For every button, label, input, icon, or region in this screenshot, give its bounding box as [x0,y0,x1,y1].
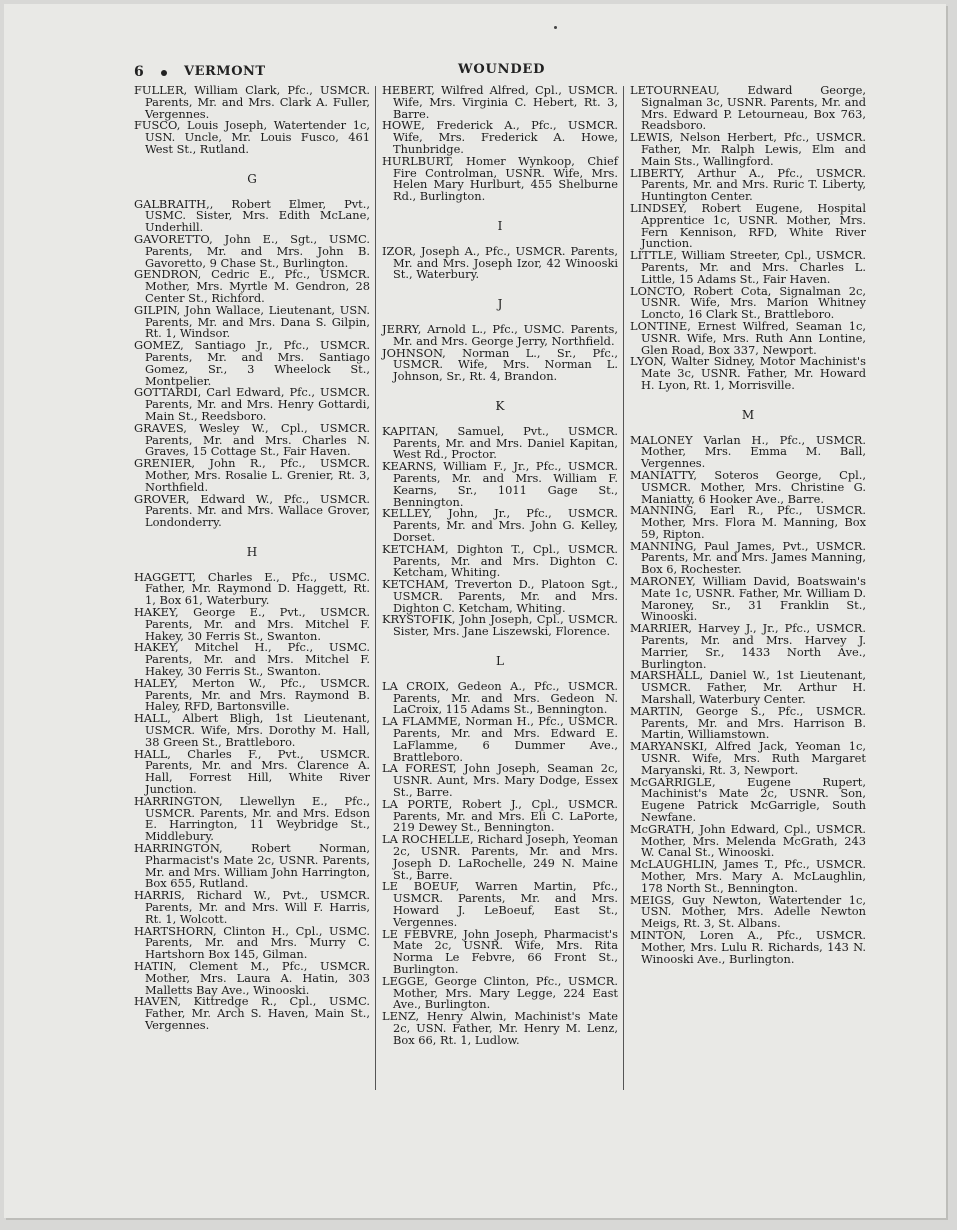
casualty-entry: McLAUGHLIN, James T., Pfc., USMCR. Mother, Mrs. Mary A. McLaughlin, 178 North St., Bennington. [630,857,866,895]
casualty-entry: HAKEY, George E., Pvt., USMCR. Parents, Mr. and Mrs. Mitchel F. Hakey, 30 Ferris St., Swanton. [134,605,370,643]
casualty-entry: KETCHAM, Treverton D., Platoon Sgt., USMCR. Parents, Mr. and Mrs. Dighton C. Ketcham, Whiting. [382,577,618,615]
casualty-entry: LE BOEUF, Warren Martin, Pfc., USMCR. Parents, Mr. and Mrs. Howard J. LeBoeuf, East St., Vergennes. [382,879,618,929]
casualty-entry: LINDSEY, Robert Eugene, Hospital Apprentice 1c, USNR. Mother, Mrs. Fern Kennison, RFD, White River Junction. [630,200,866,251]
column-2 [382,85,618,1047]
casualty-entry: MANNING, Paul James, Pvt., USMCR. Parents, Mr. and Mrs. James Manning, Box 6, Rochester. [630,538,866,577]
casualty-entry: KAPITAN, Samuel, Pvt., USMCR. Parents, Mr. and Mrs. Daniel Kapitan, West Rd., Proctor. [382,423,618,462]
casualty-entry: HALL, Charles F., Pvt., USMCR. Parents, Mr. and Mrs. Clarence A. Hall, Forrest Hill, White River Junction. [134,746,370,797]
casualty-entry: GILPIN, John Wallace, Lieutenant, USN. Parents, Mr. and Mrs. Dana S. Gilpin, Rt. 1, Windsor. [134,302,370,341]
casualty-entry: LE FEBVRE, John Joseph, Pharmacist's Mate 2c, USNR. Wife, Mrs. Rita Norma Le Febvre, 66 Front St., Burlington. [382,926,618,976]
section-letter: K [495,398,505,413]
casualty-entry: LETOURNEAU, Edward George, Signalman 3c, USNR. Parents, Mr. and Mrs. Edward P. Letourneau, Box 763, Readsboro. [630,83,866,133]
casualty-entry: KRYSTOFIK, John Joseph, Cpl., USMCR. Sister, Mrs. Jane Liszewski, Florence. [382,612,618,639]
casualty-entry: LENZ, Henry Alwin, Machinist's Mate 2c, USN. Father, Mr. Henry M. Lenz, Box 66, Rt. 1, Ludlow. [382,1009,618,1047]
casualty-entry: KEARNS, William F., Jr., Pfc., USMCR. Parents, Mr. and Mrs. William F. Kearns, Sr., 1011 Gage St., Bennington. [382,459,618,509]
casualty-entry: MARTIN, George S., Pfc., USMCR. Parents, Mr. and Mrs. Harrison B. Martin, Williamstown. [630,703,866,742]
column-rule [375,86,376,1090]
casualty-entry: MARRIER, Harvey J., Jr., Pfc., USMCR. Parents, Mr. and Mrs. Harvey J. Marrier, Sr., 1433 North Ave., Burlington. [630,621,866,671]
casualty-entry: FULLER, William Clark, Pfc., USMCR. Parents, Mr. and Mrs. Clark A. Fuller, Vergennes. [134,83,370,121]
casualty-entry: GRENIER, John R., Pfc., USMCR. Mother, Mrs. Rosalie L. Grenier, Rt. 3, Northfield. [134,456,370,494]
casualty-entry: GENDRON, Cedric E., Pfc., USMCR. Mother, Mrs. Myrtle M. Gendron, 28 Center St., Richford. [134,267,370,305]
casualty-entry: HAKEY, Mitchel H., Pfc., USMC. Parents, Mr. and Mrs. Mitchel F. Hakey, 30 Ferris St., Swanton. [134,640,370,679]
casualty-entry: FUSCO, Louis Joseph, Watertender 1c, USN. Uncle, Mr. Louis Fusco, 461 West St., Rutland. [134,118,370,156]
casualty-entry: LONCTO, Robert Cota, Signalman 2c, USNR. Wife, Mrs. Marion Whitney Loncto, 16 Clark St., Brattleboro. [630,283,866,322]
casualty-entry: LIBERTY, Arthur A., Pfc., USMCR. Parents, Mr. and Mrs. Ruric T. Liberty, Huntington Center. [630,165,866,204]
casualty-entry: HALL, Albert Bligh, 1st Lieutenant, USMCR. Wife, Mrs. Dorothy M. Hall, 38 Green St., Brattleboro. [134,711,370,749]
casualty-entry: LONTINE, Ernest Wilfred, Seaman 1c, USNR. Wife, Mrs. Ruth Ann Lontine, Glen Road, Box 337, Newport. [630,318,866,357]
casualty-entry: GALBRAITH,, Robert Elmer, Pvt., USMC. Sister, Mrs. Edith McLane, Underhill. [134,196,370,235]
document-page [4,4,946,1218]
casualty-entry: KETCHAM, Dighton T., Cpl., USMCR. Parents, Mr. and Mrs. Dighton C. Ketcham, Whiting. [382,541,618,580]
casualty-entry: LEWIS, Nelson Herbert, Pfc., USMCR. Father, Mr. Ralph Lewis, Elm and Main Sts., Wallingford. [630,130,866,168]
column-rule [623,86,624,1090]
casualty-entry: GRAVES, Wesley W., Cpl., USMCR. Parents, Mr. and Mrs. Charles N. Graves, 15 Cottage St., Fair Haven. [134,420,370,459]
casualty-entry: JERRY, Arnold L., Pfc., USMC. Parents, Mr. and Mrs. George Jerry, Northfield. [382,321,618,348]
casualty-entry: MARONEY, William David, Boatswain's Mate 1c, USNR. Father, Mr. William D. Maroney, Sr., 31 Franklin St., Winooski. [630,574,866,624]
casualty-entry: HALEY, Merton W., Pfc., USMCR. Parents, Mr. and Mrs. Raymond B. Haley, RFD, Bartonsville. [134,675,370,714]
casualty-entry: HAGGETT, Charles E., Pfc., USMC. Father, Mr. Raymond D. Haggett, Rt. 1, Box 61, Waterbury. [134,569,370,608]
casualty-entry: KELLEY, John, Jr., Pfc., USMCR. Parents, Mr. and Mrs. John G. Kelley, Dorset. [382,506,618,544]
casualty-entry: MARSHALL, Daniel W., 1st Lieutenant, USMCR. Father, Mr. Arthur H. Marshall, Waterbury Center. [630,668,866,707]
section-letter: L [496,654,504,669]
casualty-entry: LA FLAMME, Norman H., Pfc., USMCR. Parents, Mr. and Mrs. Edward E. LaFlamme, 6 Dummer Ave., Brattleboro. [382,714,618,764]
paper-speck [554,26,557,29]
casualty-entry: GOTTARDI, Carl Edward, Pfc., USMCR. Parents, Mr. and Mrs. Henry Gottardi, Main St., Reedsboro. [134,385,370,423]
casualty-entry: GOMEZ, Santiago Jr., Pfc., USMCR. Parents, Mr. and Mrs. Santiago Gomez, Sr., 3 Wheelock St., Montpelier. [134,338,370,388]
casualty-entry: LITTLE, William Streeter, Cpl., USMCR. Parents, Mr. and Mrs. Charles L. Little, 15 Adams St., Fair Haven. [630,248,866,286]
section-letter: I [497,218,503,233]
casualty-entry: MANNING, Earl R., Pfc., USMCR. Mother, Mrs. Flora M. Manning, Box 59, Ripton. [630,503,866,541]
casualty-entry: McGARRIGLE, Eugene Rupert, Machinist's Mate 2c, USNR. Son, Eugene Patrick McGarrigle, South Newfane. [630,774,866,825]
casualty-entry: GROVER, Edward W., Pfc., USMCR. Parents. Mr. and Mrs. Wallace Grover, Londonderry. [134,491,370,530]
casualty-entry: HARRINGTON, Robert Norman, Pharmacist's Mate 2c, USNR. Parents, Mr. and Mrs. William John Harrington, Box 655, Rutland. [134,841,370,891]
casualty-entry: IZOR, Joseph A., Pfc., USMCR. Parents, Mr. and Mrs. Joseph Izor, 42 Winooski St., Waterbury. [382,243,618,282]
section-letter: G [247,171,257,186]
casualty-entry: LYON, Walter Sidney, Motor Machinist's Mate 3c, USNR. Father, Mr. Howard H. Lyon, Rt. 1, Morrisville. [630,354,866,392]
section-letter: J [497,297,503,312]
casualty-entry: McGRATH, John Edward, Cpl., USMCR. Mother, Mrs. Melenda McGrath, 243 W. Canal St., Winooski. [630,821,866,860]
casualty-entry: MEIGS, Guy Newton, Watertender 1c, USN. Mother, Mrs. Adelle Newton Meigs, Rt. 3, St. Albans. [630,892,866,931]
column-3 [630,85,866,965]
running-section: VERMONT [184,64,266,79]
casualty-entry: HATIN, Clement M., Pfc., USMCR. Mother, Mrs. Laura A. Hatin, 303 Malletts Bay Ave., Winooski. [134,958,370,997]
casualty-entry: JOHNSON, Norman L., Sr., Pfc., USMCR. Wife, Mrs. Norman L. Johnson, Sr., Rt. 4, Brandon. [382,345,618,384]
casualty-entry: LA ROCHELLE, Richard Joseph, Yeoman 2c, USNR. Parents, Mr. and Mrs. Joseph D. LaRochelle, 249 N. Maine St., Barre. [382,832,618,882]
casualty-entry: HARRINGTON, Llewellyn E., Pfc., USMCR. Parents, Mr. and Mrs. Edson E. Harrington, 11 Weybridge St., Middlebury. [134,793,370,844]
casualty-entry: HAVEN, Kittredge R., Cpl., USMC. Father, Mr. Arch S. Haven, Main St., Vergennes. [134,994,370,1032]
casualty-entry: LA CROIX, Gedeon A., Pfc., USMCR. Parents, Mr. and Mrs. Gedeon N. LaCroix, 115 Adams St., Bennington. [382,678,618,717]
casualty-entry: MINTON, Loren A., Pfc., USMCR. Mother, Mrs. Lulu R. Richards, 143 N. Winooski Ave., Burlington. [630,927,866,966]
bullet-separator [161,70,167,76]
casualty-entry: MARYANSKI, Alfred Jack, Yeoman 1c, USNR. Wife, Mrs. Ruth Margaret Maryanski, Rt. 3, Newport. [630,739,866,777]
casualty-entry: MALONEY Varlan H., Pfc., USMCR. Mother, Mrs. Emma M. Ball, Vergennes. [630,432,866,471]
casualty-entry: HOWE, Frederick A., Pfc., USMCR. Wife, Mrs. Frederick A. Howe, Thunbridge. [382,118,618,156]
casualty-entry: HARTSHORN, Clinton H., Cpl., USMC. Parents, Mr. and Mrs. Murry C. Hartshorn Box 145, Gilman. [134,923,370,962]
running-title: WOUNDED [458,62,546,77]
casualty-entry: LA PORTE, Robert J., Cpl., USMCR. Parents, Mr. and Mrs. Eli C. LaPorte, 219 Dewey St., Bennington. [382,796,618,835]
casualty-entry: HARRIS, Richard W., Pvt., USMCR. Parents, Mr. and Mrs. Will F. Harris, Rt. 1, Wolcott. [134,888,370,926]
casualty-entry: HURLBURT, Homer Wynkoop, Chief Fire Controlman, USNR. Wife, Mrs. Helen Mary Hurlburt, 455 Shelburne Rd., Burlington. [382,153,618,204]
page-number: 6 [134,64,144,80]
casualty-entry: MANIATTY, Soteros George, Cpl., USMCR. Mother, Mrs. Christine G. Maniatty, 6 Hooker Ave., Barre. [630,467,866,506]
casualty-entry: LA FOREST, John Joseph, Seaman 2c, USNR. Aunt, Mrs. Mary Dodge, Essex St., Barre. [382,761,618,800]
casualty-entry: LEGGE, George Clinton, Pfc., USMCR. Mother, Mrs. Mary Legge, 224 East Ave., Burlington. [382,973,618,1012]
section-letter: M [741,407,755,422]
casualty-entry: GAVORETTO, John E., Sgt., USMC. Parents, Mr. and Mrs. John B. Gavoretto, 9 Chase St., Burlington. [134,231,370,270]
column-1 [134,85,370,1032]
section-letter: H [246,544,258,559]
casualty-entry: HEBERT, Wilfred Alfred, Cpl., USMCR. Wife, Mrs. Virginia C. Hebert, Rt. 3, Barre. [382,83,618,121]
